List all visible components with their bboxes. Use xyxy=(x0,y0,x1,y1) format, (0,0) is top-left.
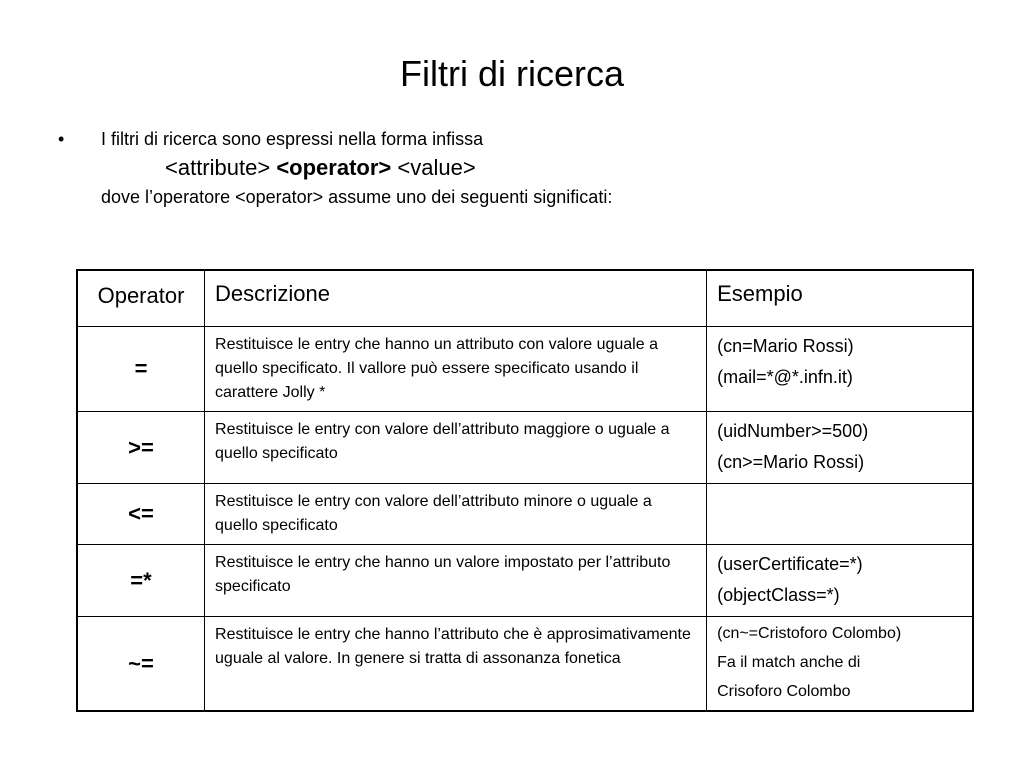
table-row xyxy=(77,617,973,712)
bullet-marker: • xyxy=(58,129,65,149)
operator-cell: ~= xyxy=(77,617,205,712)
operator-cell: = xyxy=(77,327,205,412)
table-row xyxy=(77,412,973,484)
example-line: Fa il match anche di xyxy=(717,654,861,671)
example-line: (cn>=Mario Rossi) xyxy=(717,452,865,472)
syntax-attribute: <attribute> xyxy=(165,155,271,180)
example-cell xyxy=(707,617,973,712)
slide-title: Filtri di ricerca xyxy=(399,53,624,94)
operators-table xyxy=(76,269,974,712)
example-line: (cn=Mario Rossi) xyxy=(717,336,854,356)
header-example: Esempio xyxy=(707,270,973,327)
operator-cell: =* xyxy=(77,545,205,617)
bullet-item xyxy=(58,126,958,152)
example-cell xyxy=(707,545,973,617)
syntax-value: <value> xyxy=(397,155,476,180)
example-cell xyxy=(707,327,973,412)
bullet-continuation-text: dove l’operatore <operator> assume uno dei seguenti significati: xyxy=(101,187,613,207)
example-line: (cn~=Cristoforo Colombo) xyxy=(717,625,902,642)
table-row xyxy=(77,545,973,617)
table-row xyxy=(77,327,973,412)
header-description: Descrizione xyxy=(205,270,707,327)
example-cell xyxy=(707,484,973,545)
example-line: Crisoforo Colombo xyxy=(717,683,851,700)
syntax-operator: <operator> xyxy=(276,155,392,180)
syntax-expression xyxy=(58,152,958,184)
table-header-row xyxy=(77,270,973,327)
example-cell xyxy=(707,412,973,484)
example-line: (userCertificate=*) xyxy=(717,554,863,574)
description-cell: Restituisce le entry con valore dell’attributo minore o uguale a quello specificato xyxy=(205,484,707,545)
bullet-intro-text: I filtri di ricerca sono espressi nella forma infissa xyxy=(101,129,484,149)
example-line: (uidNumber>=500) xyxy=(717,421,869,441)
bullet-block xyxy=(58,126,958,210)
description-cell: Restituisce le entry che hanno un valore impostato per l’attributo specificato xyxy=(205,545,707,617)
description-cell: Restituisce le entry con valore dell’attributo maggiore o uguale a quello specificato xyxy=(205,412,707,484)
example-line: (objectClass=*) xyxy=(717,585,840,605)
operator-cell: >= xyxy=(77,412,205,484)
description-cell: Restituisce le entry che hanno l’attributo che è approsimativamente uguale al valore. In genere si tratta di assonanza fonetica xyxy=(205,617,707,712)
description-cell: Restituisce le entry che hanno un attributo con valore uguale a quello specificato. Il vallore può essere specificato usando il carattere Jolly * xyxy=(205,327,707,412)
example-line: (mail=*@*.infn.it) xyxy=(717,367,853,387)
table-row xyxy=(77,484,973,545)
operator-cell: <= xyxy=(77,484,205,545)
header-operator: Operator xyxy=(77,270,205,327)
